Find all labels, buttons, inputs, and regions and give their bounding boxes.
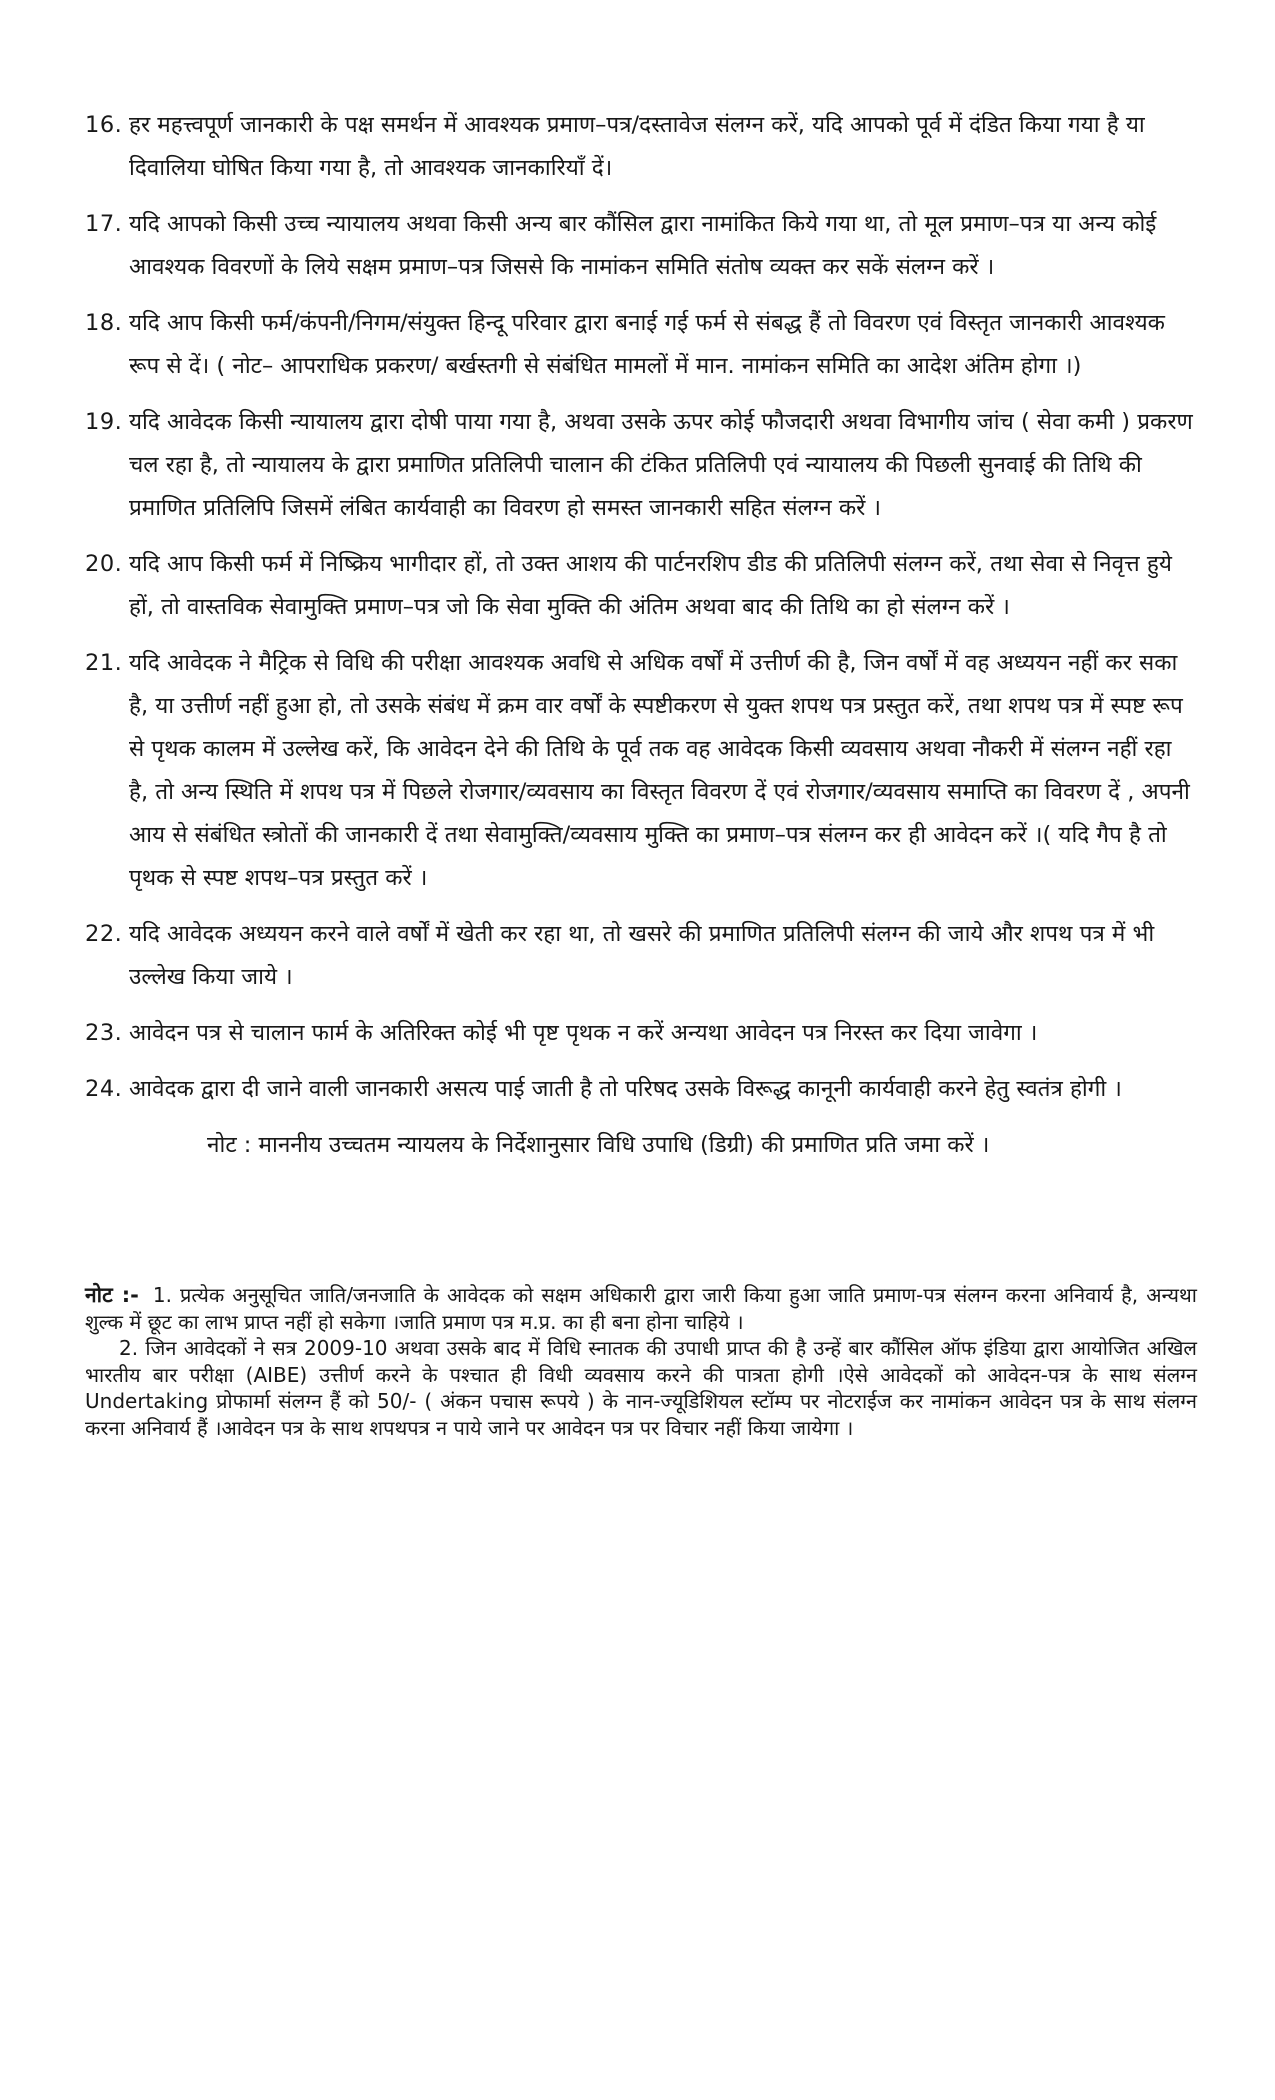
instruction-item-17 — [85, 203, 1197, 289]
degree-note: नोट : माननीय उच्चतम न्यायलय के निर्देशानुसार विधि उपाधि (डिग्री) की प्रमाणित प्रति जमा करें । — [207, 1132, 990, 1158]
instruction-item-24 — [85, 1068, 1197, 1111]
item-text: यदि आवेदक अध्ययन करने वाले वर्षों में खेती कर रहा था, तो खसरे की प्रमाणित प्रतिलिपी संलग्न की जाये और शपथ पत्र में भी उल्लेख किया जाये । — [129, 921, 1155, 990]
instruction-item-20 — [85, 543, 1197, 629]
item-number: 23. — [85, 1020, 123, 1046]
footnote-para-2 — [85, 1335, 1197, 1441]
item-number: 21. — [85, 650, 123, 676]
instructions-section — [85, 104, 1197, 1167]
instruction-item-21 — [85, 642, 1197, 900]
item-number: 24. — [85, 1076, 123, 1102]
item-text: आवेदक द्वारा दी जाने वाली जानकारी असत्य पाई जाती है तो परिषद उसके विरूद्ध कानूनी कार्यवाही करने हेतु स्वतंत्र होगी । — [129, 1076, 1122, 1102]
item-number: 16. — [85, 112, 123, 138]
footnote-block — [85, 1282, 1197, 1441]
item-number: 20. — [85, 551, 123, 577]
instruction-item-22 — [85, 913, 1197, 999]
item-text: यदि आप किसी फर्म में निष्क्रिय भागीदार हों, तो उक्त आशय की पार्टनरशिप डीड की प्रतिलिपी संलग्न करें, तथा सेवा से निवृत्त हुये हों, तो वास्तविक सेवामुक्ति प्रमाण–पत्र जो कि सेवा मुक्ति की अंतिम अथवा बाद की तिथि का हो संलग्न करें । — [129, 551, 1172, 620]
item-number: 19. — [85, 409, 123, 435]
instruction-list — [85, 104, 1197, 1111]
instruction-item-19 — [85, 401, 1197, 530]
item-text: यदि आवेदक किसी न्यायालय द्वारा दोषी पाया गया है, अथवा उसके ऊपर कोई फौजदारी अथवा विभागीय जांच ( सेवा कमी ) प्रकरण चल रहा है, तो न्यायालय के द्वारा प्रमाणित प्रतिलिपी चालान की टंकित प्रतिलिपी एवं न्यायालय की पिछली सुनवाई की तिथि की प्रमाणित प्रतिलिपि जिसमें लंबित कार्यवाही का विवरण हो समस्त जानकारी सहित संलग्न करें । — [129, 409, 1193, 521]
footnote-text-2: 2. जिन आवेदकों ने सत्र 2009-10 अथवा उसके बाद में विधि स्नातक की उपाधी प्राप्त की है उन्हें बार कौंसिल ऑफ इंडिया द्वारा आयोजित अखिल भारतीय बार परीक्षा (AIBE) उत्तीर्ण करने के पश्चात ही विधी व्यवसाय करने की पात्रता होगी ।ऐसे आवेदकों को आवेदन-पत्र के साथ संलग्न Undertaking प्रोफार्मा संलग्न हैं को 50/- ( अंकन पचास रूपये ) के नान-ज्यूडिशियल स्टॉम्प पर नोटराईज कर नामांकन आवेदन पत्र के साथ संलग्न करना अनिवार्य हैं ।आवेदन पत्र के साथ शपथपत्र न पाये जाने पर आवेदन पत्र पर विचार नहीं किया जायेगा । — [85, 1336, 1197, 1440]
item-number: 22. — [85, 921, 123, 947]
item-text: आवेदन पत्र से चालान फार्म के अतिरिक्त कोई भी पृष्ट पृथक न करें अन्यथा आवेदन पत्र निरस्त कर दिया जावेगा । — [129, 1020, 1038, 1046]
instruction-item-16 — [85, 104, 1197, 190]
item-number: 17. — [85, 211, 123, 237]
footnote-label: नोट :- — [85, 1283, 139, 1307]
instruction-item-23 — [85, 1012, 1197, 1055]
item-text: यदि आपको किसी उच्च न्यायालय अथवा किसी अन्य बार कौंसिल द्वारा नामांकित किये गया था, तो मूल प्रमाण–पत्र या अन्य कोई आवश्यक विवरणों के लिये सक्षम प्रमाण–पत्र जिससे कि नामांकन समिति संतोष व्यक्त कर सकें संलग्न करें । — [129, 211, 1157, 280]
item-number: 18. — [85, 310, 123, 336]
item-text: यदि आवेदक ने मैट्रिक से विधि की परीक्षा आवश्यक अवधि से अधिक वर्षों में उत्तीर्ण की है, जिन वर्षों में वह अध्ययन नहीं कर सका है, या उत्तीर्ण नहीं हुआ हो, तो उसके संबंध में क्रम वार वर्षों के स्पष्टीकरण से युक्त शपथ पत्र प्रस्तुत करें, तथा शपथ पत्र में स्पष्ट रूप से पृथक कालम में उल्लेख करें, कि आवेदन देने की तिथि के पूर्व तक वह आवेदक किसी व्यवसाय अथवा नौकरी में संलग्न नहीं रहा है, तो अन्य स्थिति में शपथ पत्र में पिछले रोजगार/व्यवसाय का विस्तृत विवरण दें एवं रोजगार/व्यवसाय समाप्ति का विवरण दें , अपनी आय से संबंधित स्त्रोतों की जानकारी दें तथा सेवामुक्ति/व्यवसाय मुक्ति का प्रमाण–पत्र संलग्न कर ही आवेदन करें ।( यदि गैप है तो पृथक से स्पष्ट शपथ–पत्र प्रस्तुत करें । — [129, 650, 1190, 891]
item-text: हर महत्त्वपूर्ण जानकारी के पक्ष समर्थन में आवश्यक प्रमाण–पत्र/दस्तावेज संलग्न करें, यदि आपको पूर्व में दंडित किया गया है या दिवालिया घोषित किया गया है, तो आवश्यक जानकारियाँ दें। — [129, 112, 1145, 181]
footnote-text-1: 1. प्रत्येक अनुसूचित जाति/जनजाति के आवेदक को सक्षम अधिकारी द्वारा जारी किया हुआ जाति प्रमाण-पत्र संलग्न करना अनिवार्य है, अन्यथा शुल्क में छूट का लाभ प्राप्त नहीं हो सकेगा ।जाति प्रमाण पत्र म.प्र. का ही बना होना चाहिये । — [85, 1283, 1197, 1334]
instruction-item-18 — [85, 302, 1197, 388]
footnote-para-1 — [85, 1282, 1197, 1335]
item-text: यदि आप किसी फर्म/कंपनी/निगम/संयुक्त हिन्दू परिवार द्वारा बनाई गई फर्म से संबद्ध हैं तो विवरण एवं विस्तृत जानकारी आवश्यक रूप से दें। ( नोट– आपराधिक प्रकरण/ बर्खस्तगी से संबंधित मामलों में मान. नामांकन समिति का आदेश अंतिम होगा ।) — [129, 310, 1165, 379]
